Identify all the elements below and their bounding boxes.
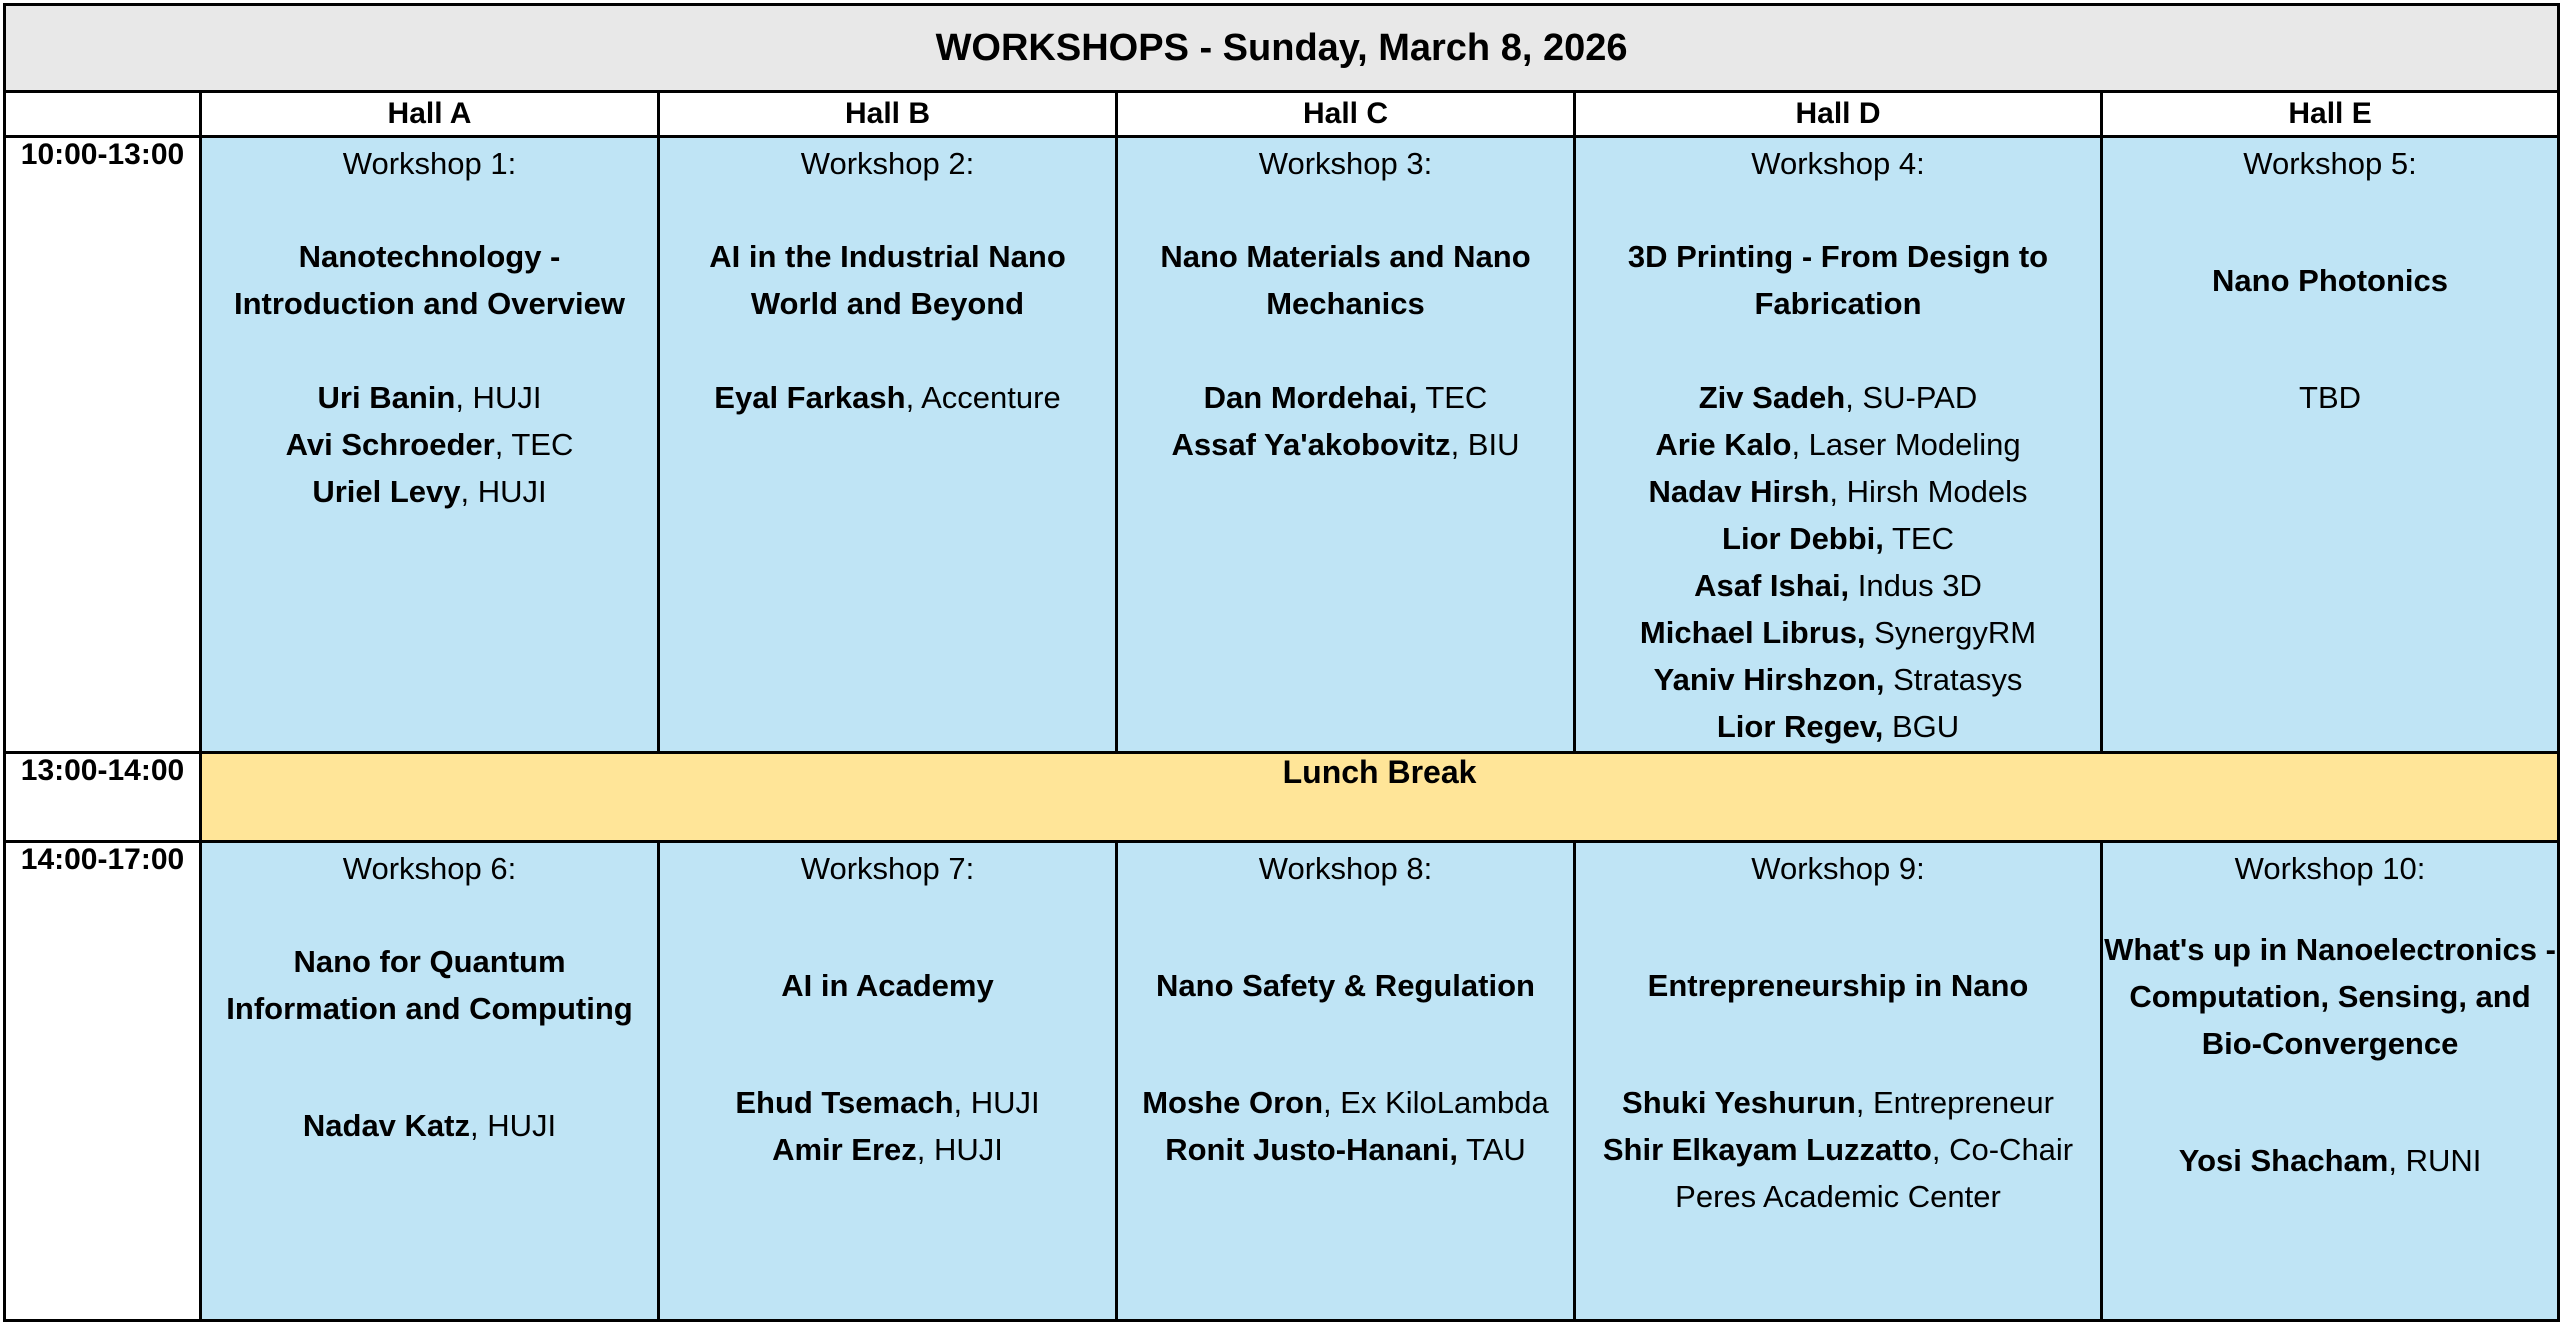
workshop-content (1118, 138, 1573, 750)
workshop-title (1118, 962, 1573, 1009)
workshop-title-line: World and Beyond (750, 286, 1025, 322)
speaker-name: Moshe Oron (1142, 1084, 1324, 1120)
speaker-name: Shir Elkayam Luzzatto (1602, 1131, 1932, 1167)
speaker (1576, 374, 2100, 421)
workshop-title-line: Introduction and Overview (234, 286, 625, 322)
workshop-cell-am-hall-e (2102, 137, 2559, 752)
speaker-affiliation: Indus 3D (1849, 568, 1982, 604)
speaker-name: Uri Banin (317, 380, 456, 416)
workshop-cell-pm-hall-d (1575, 841, 2102, 1320)
speaker (1118, 1126, 1573, 1173)
hall-header-d: Hall D (1575, 92, 2102, 137)
workshop-title-line: Nano Safety & Regulation (1156, 967, 1535, 1003)
speaker-affiliation: , HUJI (460, 474, 547, 510)
time-slot-morning: 10:00-13:00 (5, 137, 201, 752)
schedule-title: WORKSHOPS - Sunday, March 8, 2026 (5, 5, 2559, 92)
speaker (1576, 1126, 2100, 1173)
speaker-name: Assaf Ya'akobovitz (1171, 427, 1451, 463)
workshop-content (1576, 138, 2100, 750)
speaker (202, 374, 657, 421)
workshop-number: Workshop 4: (1751, 146, 1925, 182)
speaker-affiliation: , HUJI (469, 1107, 557, 1143)
workshop-title-line: Nano Photonics (2212, 263, 2448, 299)
speaker (1576, 656, 2100, 703)
workshop-number: Workshop 7: (800, 850, 975, 886)
workshop-number: Workshop 3: (1258, 146, 1433, 182)
speaker-name: Yaniv Hirshzon, (1653, 662, 1885, 698)
speaker-affiliation: , Accenture (905, 380, 1061, 416)
workshop-title-line: AI in Academy (781, 967, 994, 1003)
speaker-name: Lior Debbi, (1722, 521, 1884, 557)
speaker-list (1118, 1079, 1573, 1173)
speaker-affiliation: Stratasys (1884, 662, 2023, 698)
workshop-content (1576, 843, 2100, 1319)
speaker-affiliation: , Laser Modeling (1791, 427, 2021, 463)
speaker (1576, 1173, 2100, 1220)
speaker-name: Nadav Hirsh (1648, 474, 1830, 510)
speaker-name: Arie Kalo (1655, 427, 1792, 463)
speaker (1576, 562, 2100, 609)
speaker-list (202, 374, 657, 515)
workshop-content (1118, 843, 1573, 1319)
workshop-content (660, 843, 1115, 1319)
speaker-affiliation: , HUJI (916, 1131, 1003, 1167)
speaker-name: Dan Mordehai, (1203, 380, 1418, 416)
workshop-content (2103, 138, 2557, 750)
speaker (1576, 609, 2100, 656)
corner-cell (5, 92, 201, 137)
workshop-title-line: Entrepreneurship in Nano (1647, 967, 2029, 1003)
speaker (202, 468, 657, 515)
speaker-name: Ronit Justo-Hanani, (1165, 1131, 1458, 1167)
workshop-title (202, 938, 657, 1032)
speaker-affiliation: , TEC (494, 427, 574, 463)
speaker (1118, 374, 1573, 421)
speaker-list (2103, 374, 2557, 421)
workshop-cell-pm-hall-a (201, 841, 659, 1320)
workshop-title-line: AI in the Industrial Nano (709, 239, 1066, 275)
workshop-cell-am-hall-c (1117, 137, 1575, 752)
workshop-content (660, 138, 1115, 750)
speaker-name: Ziv Sadeh (1698, 380, 1846, 416)
workshop-title-line: Nano for Quantum (293, 943, 566, 979)
workshop-cell-am-hall-a (201, 137, 659, 752)
speaker (202, 421, 657, 468)
speaker (2103, 374, 2557, 421)
workshop-title-line: Nano Materials and Nano (1160, 239, 1531, 275)
speaker (1576, 515, 2100, 562)
speaker-affiliation: , BIU (1450, 427, 1520, 463)
speaker (1576, 468, 2100, 515)
workshop-cell-am-hall-b (659, 137, 1117, 752)
speaker-affiliation: SynergyRM (1865, 615, 2037, 651)
speaker-affiliation: , HUJI (455, 380, 542, 416)
speaker (1118, 1079, 1573, 1126)
speaker-name: Ehud Tsemach (735, 1084, 954, 1120)
workshop-title-line: Fabrication (1754, 286, 1922, 322)
hall-header-b: Hall B (659, 92, 1117, 137)
speaker-name: Shuki Yeshurun (1622, 1084, 1856, 1120)
workshop-title-line: Mechanics (1266, 286, 1425, 322)
speaker-affiliation: , Entrepreneur (1855, 1084, 2054, 1120)
speaker-name: Eyal Farkash (714, 380, 906, 416)
workshop-cell-am-hall-d (1575, 137, 2102, 752)
speaker (202, 1102, 657, 1149)
speaker-affiliation: , RUNI (2388, 1142, 2482, 1178)
speaker-name: Uriel Levy (312, 474, 461, 510)
workshop-schedule-table (3, 3, 2560, 1322)
workshop-title-line: What's up in Nanoelectronics - (2104, 931, 2556, 967)
workshop-title (202, 233, 657, 327)
workshop-title (1118, 233, 1573, 327)
workshop-title-line: Computation, Sensing, and (2129, 978, 2531, 1014)
workshop-number: Workshop 9: (1751, 850, 1925, 886)
speaker-list (202, 1102, 657, 1149)
speaker-name: Yosi Shacham (2178, 1142, 2389, 1178)
speaker (1118, 421, 1573, 468)
speaker-name: Nadav Katz (302, 1107, 470, 1143)
hall-header-e: Hall E (2102, 92, 2559, 137)
speaker-affiliation: , HUJI (953, 1084, 1040, 1120)
time-slot-afternoon: 14:00-17:00 (5, 841, 201, 1320)
hall-header-c: Hall C (1117, 92, 1575, 137)
speaker (1576, 703, 2100, 750)
workshop-title (660, 233, 1115, 327)
speaker-name: Amir Erez (772, 1131, 917, 1167)
workshop-title-line: Nanotechnology - (298, 239, 561, 275)
speaker-list (1118, 374, 1573, 468)
workshop-number: Workshop 5: (2243, 146, 2417, 182)
workshop-cell-pm-hall-e (2102, 841, 2559, 1320)
speaker-list (660, 374, 1115, 421)
workshop-title-line: 3D Printing - From Design to (1627, 239, 2049, 275)
speaker-affiliation: , Ex KiloLambda (1323, 1084, 1549, 1120)
speaker-affiliation: TAU (1458, 1131, 1526, 1167)
workshop-title (1576, 962, 2100, 1009)
workshop-title-line: Information and Computing (226, 990, 633, 1026)
speaker-affiliation: Peres Academic Center (1675, 1178, 2001, 1214)
workshop-number: Workshop 2: (800, 146, 975, 182)
speaker (660, 1079, 1115, 1126)
speaker-name: Lior Regev, (1716, 709, 1884, 745)
speaker (660, 374, 1115, 421)
speaker-affiliation: , Co-Chair (1931, 1131, 2074, 1167)
workshop-content (202, 843, 657, 1319)
speaker (660, 1126, 1115, 1173)
speaker-list (660, 1079, 1115, 1173)
workshop-number: Workshop 1: (342, 146, 517, 182)
workshop-number: Workshop 10: (2234, 850, 2426, 886)
speaker-affiliation: BGU (1883, 709, 1960, 745)
speaker-list (1576, 374, 2100, 750)
speaker (2103, 1137, 2557, 1184)
speaker-affiliation: , SU-PAD (1845, 380, 1978, 416)
hall-header-a: Hall A (201, 92, 659, 137)
workshop-title (660, 962, 1115, 1009)
workshop-content (202, 138, 657, 750)
workshop-title (2103, 257, 2557, 304)
speaker (1576, 1079, 2100, 1126)
speaker-name: Avi Schroeder (285, 427, 495, 463)
time-slot-lunch: 13:00-14:00 (5, 752, 201, 841)
speaker-affiliation: TBD (2299, 380, 2362, 416)
workshop-number: Workshop 8: (1258, 850, 1433, 886)
workshop-content (2103, 843, 2557, 1319)
workshop-title-line: Bio-Convergence (2201, 1025, 2459, 1061)
workshop-title (2103, 926, 2557, 1067)
workshop-title (1576, 233, 2100, 327)
speaker-name: Michael Librus, (1639, 615, 1866, 651)
speaker-name: Asaf Ishai, (1694, 568, 1850, 604)
workshop-number: Workshop 6: (342, 850, 517, 886)
lunch-break-cell: Lunch Break (201, 752, 2559, 841)
speaker (1576, 421, 2100, 468)
speaker-affiliation: TEC (1883, 521, 1954, 557)
speaker-affiliation: TEC (1417, 380, 1488, 416)
workshop-cell-pm-hall-c (1117, 841, 1575, 1320)
speaker-list (2103, 1137, 2557, 1184)
speaker-affiliation: , Hirsh Models (1829, 474, 2028, 510)
speaker-list (1576, 1079, 2100, 1220)
workshop-cell-pm-hall-b (659, 841, 1117, 1320)
